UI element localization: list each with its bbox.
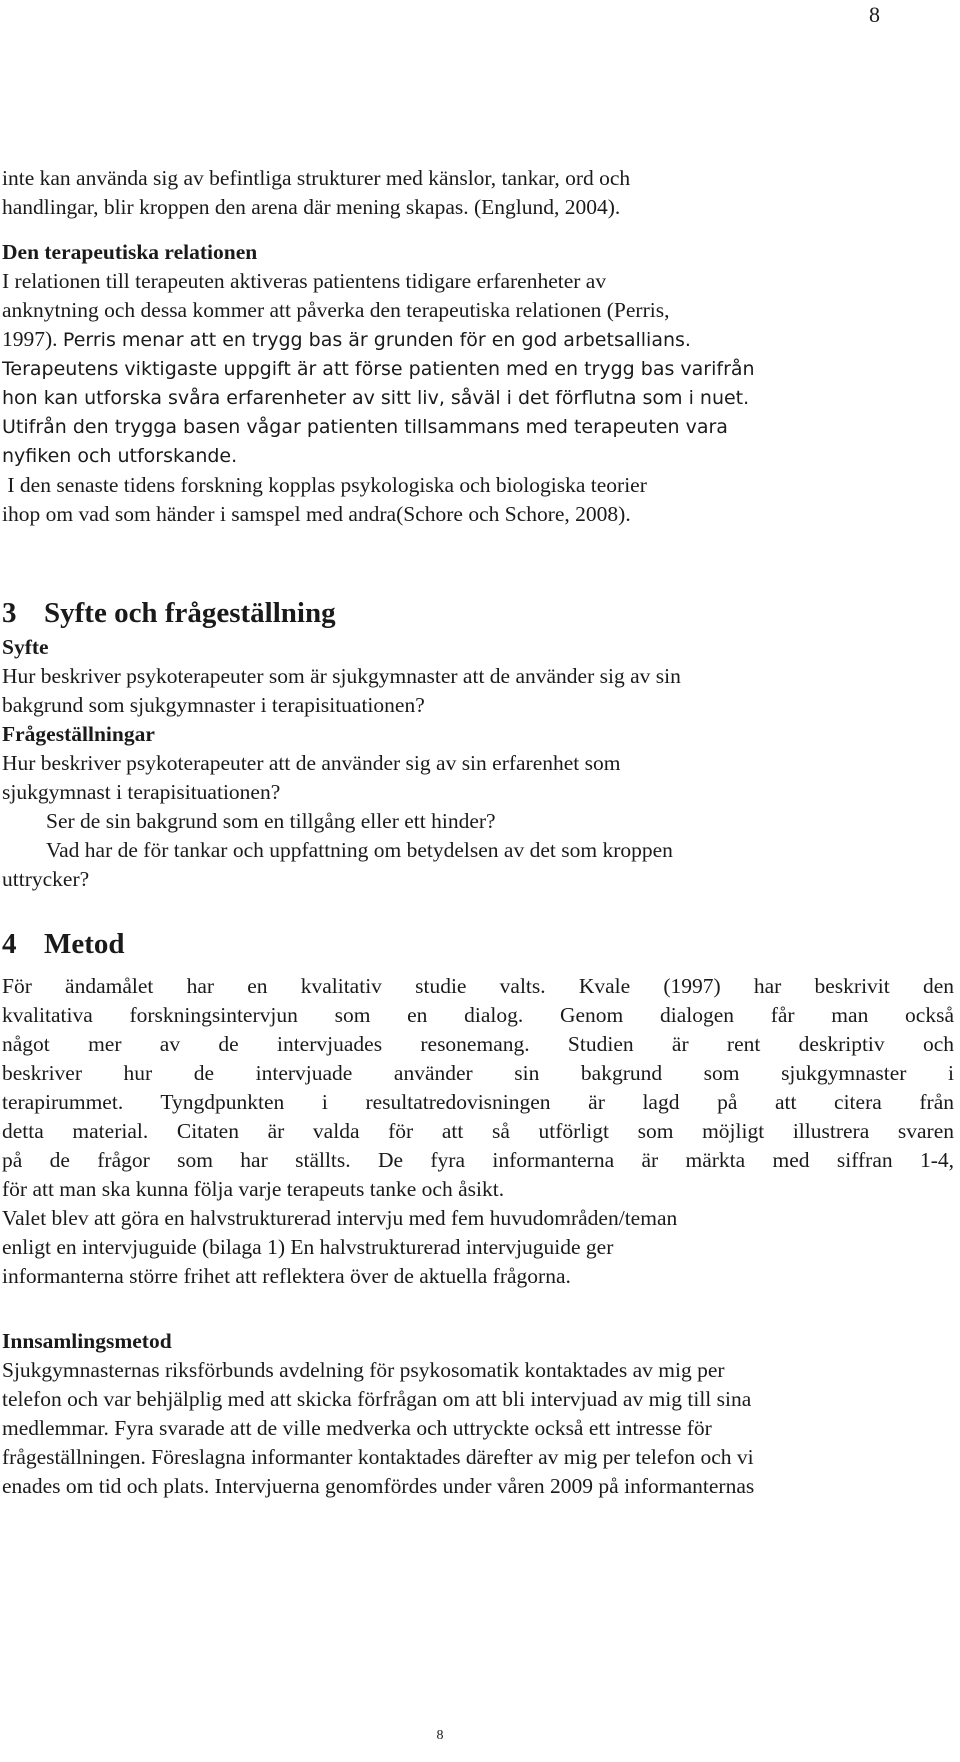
intro-paragraph xyxy=(2,164,954,222)
section-title-text: Metod xyxy=(44,928,125,960)
text-line: sjukgymnast i terapisituationen? xyxy=(2,780,281,804)
section-number: 4 xyxy=(2,928,17,960)
method-paragraph xyxy=(2,972,954,1204)
research-question: Ser de sin bakgrund som en tillgång eller ett hinder? xyxy=(46,809,496,833)
text-line: medlemmar. Fyra svarade att de ville medverka och uttryckte också ett intresse för xyxy=(2,1416,712,1440)
syfte-heading: Syfte xyxy=(2,635,49,659)
page-number-footer: 8 xyxy=(436,1728,444,1743)
text-line: bakgrund som sjukgymnaster i terapisituationen? xyxy=(2,693,425,717)
text-line: Hur beskriver psykoterapeuter som är sjukgymnaster att de använder sig av sin xyxy=(2,664,681,688)
page-body xyxy=(2,164,954,1501)
research-question: Vad har de för tankar och uppfattning om betydelsen av det som kroppen xyxy=(46,838,673,862)
text-line: I relationen till terapeuten aktiveras patientens tidigare erfarenheter av xyxy=(2,269,607,293)
page-number-header: 8 xyxy=(869,2,880,27)
relation-section xyxy=(2,238,954,529)
text-line: enligt en intervjuguide (bilaga 1) En halvstrukturerad intervjuguide ger xyxy=(2,1235,614,1259)
fragestallningar-heading: Frågeställningar xyxy=(2,722,155,746)
text-line: kvalitativa forskningsintervjun som en dialog. Genom dialogen får man också xyxy=(2,1003,954,1027)
section-4 xyxy=(2,924,954,1501)
text-line: nyfiken och utforskande. xyxy=(2,445,238,467)
collection-heading: Innsamlingsmetod xyxy=(2,1329,172,1353)
text-line: I den senaste tidens forskning kopplas psykologiska och biologiska teorier xyxy=(2,473,647,497)
relation-heading: Den terapeutiska relationen xyxy=(2,240,258,264)
text-line: beskriver hur de intervjuade använder sin bakgrund som sjukgymnaster i xyxy=(2,1061,954,1085)
section-number: 3 xyxy=(2,597,17,629)
text-line: för att man ska kunna följa varje terapeuts tanke och åsikt. xyxy=(2,1177,505,1201)
text-fragment: 1997). xyxy=(2,327,63,351)
text-line: hon kan utforska svåra erfarenheter av sitt liv, såväl i det förflutna som i nuet. xyxy=(2,387,750,409)
text-line: Valet blev att göra en halvstrukturerad intervju med fem huvudområden/teman xyxy=(2,1206,678,1230)
section-4-title xyxy=(2,924,954,964)
text-line: terapirummet. Tyngdpunkten i resultatredovisningen är lagd på att citera från xyxy=(2,1090,954,1114)
text-line: För ändamålet har en kvalitativ studie valts. Kvale (1997) har beskrivit den xyxy=(2,974,954,998)
text-line: på de frågor som har ställts. De fyra informanterna är märkta med siffran 1-4, xyxy=(2,1148,954,1172)
text-line: inte kan använda sig av befintliga strukturer med känslor, tankar, ord och xyxy=(2,166,631,190)
text-line: något mer av de intervjuades resonemang. Studien är rent deskriptiv och xyxy=(2,1032,954,1056)
text-line: Utifrån den trygga basen vågar patienten tillsammans med terapeuten vara xyxy=(2,416,728,438)
text-line: anknytning och dessa kommer att påverka den terapeutiska relationen (Perris, xyxy=(2,298,670,322)
section-3 xyxy=(2,593,954,894)
text-line: detta material. Citaten är valda för att så utförligt som möjligt illustrera svaren xyxy=(2,1119,954,1143)
text-line: Hur beskriver psykoterapeuter att de använder sig av sin erfarenhet som xyxy=(2,751,621,775)
text-fragment: Perris menar att en trygg bas är grunden för en god arbetsallians. xyxy=(62,329,691,351)
text-line: Sjukgymnasternas riksförbunds avdelning för psykosomatik kontaktades av mig per xyxy=(2,1358,725,1382)
text-line: enades om tid och plats. Intervjuerna genomfördes under våren 2009 på informanternas xyxy=(2,1474,755,1498)
text-line xyxy=(2,325,954,355)
text-line: informanterna större frihet att reflektera över de aktuella frågorna. xyxy=(2,1264,571,1288)
text-line: telefon och var behjälplig med att skicka förfrågan om att bli intervjuad av mig till sina xyxy=(2,1387,752,1411)
text-line: Terapeutens viktigaste uppgift är att förse patienten med en trygg bas varifrån xyxy=(2,358,755,380)
text-line: handlingar, blir kroppen den arena där mening skapas. (Englund, 2004). xyxy=(2,195,621,219)
text-line: uttrycker? xyxy=(2,867,90,891)
section-3-title xyxy=(2,593,954,633)
text-line: frågeställningen. Föreslagna informanter kontaktades därefter av mig per telefon och vi xyxy=(2,1445,754,1469)
section-title-text: Syfte och frågeställning xyxy=(44,597,336,629)
text-line: ihop om vad som händer i samspel med andra(Schore och Schore, 2008). xyxy=(2,502,631,526)
